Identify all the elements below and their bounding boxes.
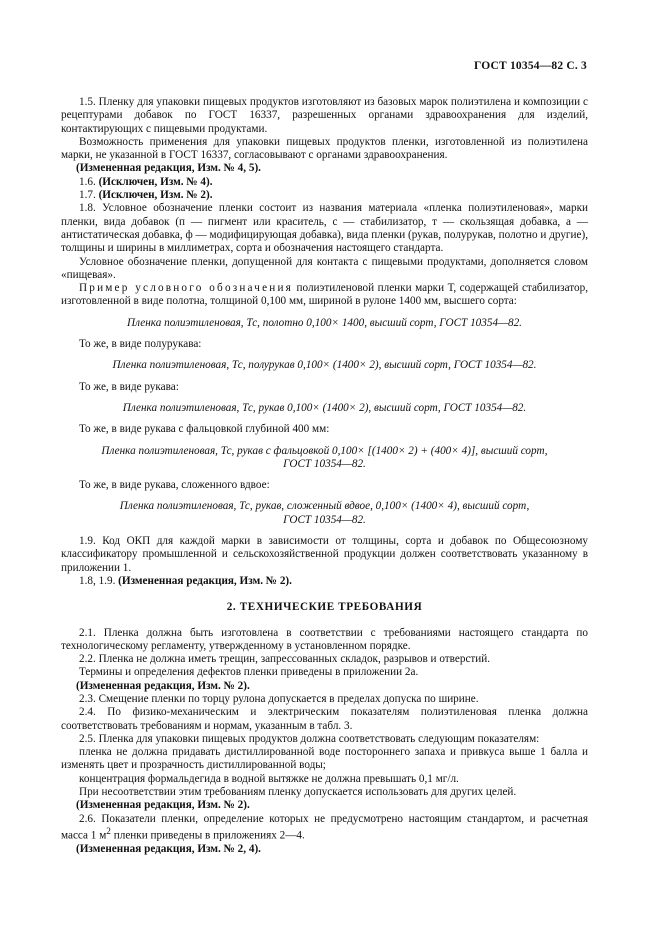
- paragraph-1-6: [61, 176, 588, 189]
- example-text: полиэтиленовой пленки марки Т, содержащей стабилизатор, изготовленной в виде полотна, толщиной 0,100 мм, шириной в рулоне 1400 мм, высшего сорта:: [61, 282, 588, 308]
- example-heading: Пример условного обозначения: [79, 282, 293, 295]
- document-body: [61, 96, 588, 856]
- paragraph-2-1: 2.1. Пленка должна быть изготовлена в соответствии с требованиями настоящего стандарта по технологическому регламенту, утвержденному в установленном порядке.: [61, 626, 588, 652]
- paragraph-1-7: [61, 189, 588, 202]
- section-heading: 2. ТЕХНИЧЕСКИЕ ТРЕБОВАНИЯ: [226, 601, 423, 614]
- example-line: ГОСТ 10354—82.: [283, 457, 366, 470]
- example-designation-5: [61, 500, 588, 527]
- paragraph-2-5: 2.5. Пленка для упаковки пищевых продуктов должна соответствовать следующим показателям:: [79, 732, 540, 745]
- paragraph-2-5-b: концентрация формальдегида в водной вытяжке не должна превышать 0,1 мг/л.: [79, 772, 459, 785]
- paragraph-2-2: 2.2. Пленка не должна иметь трещин, запрессованных складок, разрывов и отверстий.: [79, 653, 491, 666]
- clause-number: 1.8, 1.9.: [79, 574, 116, 587]
- page-header: ГОСТ 10354—82 С. 3: [474, 60, 587, 72]
- example-line: Пленка полиэтиленовая, Тс, рукав, сложенный вдвое, 0,100× (1400× 4), высший сорт,: [119, 500, 530, 513]
- example-intro: [61, 282, 588, 309]
- clause-status: (Исключен, Изм. № 2).: [98, 189, 213, 202]
- example-line: ГОСТ 10354—82.: [283, 513, 366, 526]
- amendment-note: (Измененная редакция, Изм. № 2, 4).: [76, 842, 261, 855]
- amendment-text: (Измененная редакция, Изм. № 2).: [118, 574, 292, 587]
- paragraph-1-8-note: Условное обозначение пленки, допущенной для контакта с пищевыми продуктами, дополняется словом «пищевая».: [61, 255, 588, 281]
- clause-status: (Исключен, Изм. № 4).: [98, 175, 213, 188]
- paragraph-text: 2.6. Показатели пленки, определение которых не предусмотрено настоящим стандартом, и расчетная масса 1 м: [61, 812, 588, 842]
- paragraph-2-4: 2.4. По физико-механическим и электрическим показателям полиэтиленовая пленка должна соответствовать требованиям и нормам, указанным в табл. 3.: [61, 706, 588, 732]
- amendment-note: (Измененная редакция, Изм. № 2).: [76, 679, 250, 692]
- paragraph-2-5-a: пленка не должна придавать дистиллированной воде постороннего запаха и привкуса выше 1 балла и изменять цвет и прозрачность дистиллированной воды;: [61, 746, 588, 772]
- paragraph-2-2-note: Термины и определения дефектов пленки приведены в приложении 2а.: [79, 666, 419, 679]
- example-lead-2: То же, в виде полурукава:: [79, 338, 202, 351]
- amendment-note: (Измененная редакция, Изм. № 2).: [76, 799, 250, 812]
- example-lead-3: То же, в виде рукава:: [79, 380, 179, 393]
- paragraph-2-5-c: При несоответствии этим требованиям пленку допускается использовать для других целей.: [79, 786, 517, 799]
- paragraph-2-3: 2.3. Смещение пленки по торцу рулона допускается в пределах допуска по ширине.: [79, 692, 479, 705]
- example-designation-4: [61, 445, 588, 472]
- clause-number: 1.6.: [79, 175, 96, 188]
- paragraph-2-6: [61, 813, 588, 843]
- paragraph-1-5: 1.5. Пленку для упаковки пищевых продуктов изготовляют из базовых марок полиэтилена и композиции с рецептурами добавок по ГОСТ 16337, разрешенных органами здравоохранения для изделий, контактирующих с пищевыми продуктами.: [61, 96, 588, 135]
- amendment-note: (Измененная редакция, Изм. № 4, 5).: [76, 162, 261, 175]
- superscript: 2: [106, 826, 111, 837]
- example-designation-1: Пленка полиэтиленовая, Тс, полотно 0,100× 1400, высший сорт, ГОСТ 10354—82.: [127, 316, 522, 329]
- paragraph-1-8: 1.8. Условное обозначение пленки состоит из названия материала «пленка полиэтиленовая», марки пленки, вида добавок (п — пигмент или краситель, с — стабилизатор, т — скользящая добавка, а — антистатическая добавка, ф — модифицирующая добавка), вида пленки (рукав, полурукав, полотно и другие), толщины и ширины в миллиметрах, сорта и обозначения настоящего стандарта.: [61, 202, 588, 255]
- clause-number: 1.7.: [79, 189, 96, 202]
- example-line: Пленка полиэтиленовая, Тс, рукав с фальцовкой 0,100× [(1400× 2) + (400× 4)], высший сорт,: [101, 444, 548, 457]
- paragraph-text: пленки приведены в приложениях 2—4.: [110, 829, 305, 842]
- example-lead-5: То же, в виде рукава, сложенного вдвое:: [79, 479, 270, 492]
- example-designation-3: Пленка полиэтиленовая, Тс, рукав 0,100× (1400× 2), высший сорт, ГОСТ 10354—82.: [122, 401, 527, 414]
- example-designation-2: Пленка полиэтиленовая, Тс, полурукав 0,100× (1400× 2), высший сорт, ГОСТ 10354—82.: [112, 359, 537, 372]
- example-lead-4: То же, в виде рукава с фальцовкой глубиной 400 мм:: [79, 423, 330, 436]
- amendment-note: [61, 575, 588, 588]
- paragraph-1-5-note: Возможность применения для упаковки пищевых продуктов пленки, изготовленной из полиэтилена марки, не указанной в ГОСТ 16337, согласовывают с органами здравоохранения.: [61, 135, 588, 162]
- paragraph-1-9: 1.9. Код ОКП для каждой марки в зависимости от толщины, сорта и добавок по Общесоюзному классификатору промышленной и сельскохозяйственной продукции должен соответствовать указанному в приложении 1.: [61, 535, 588, 574]
